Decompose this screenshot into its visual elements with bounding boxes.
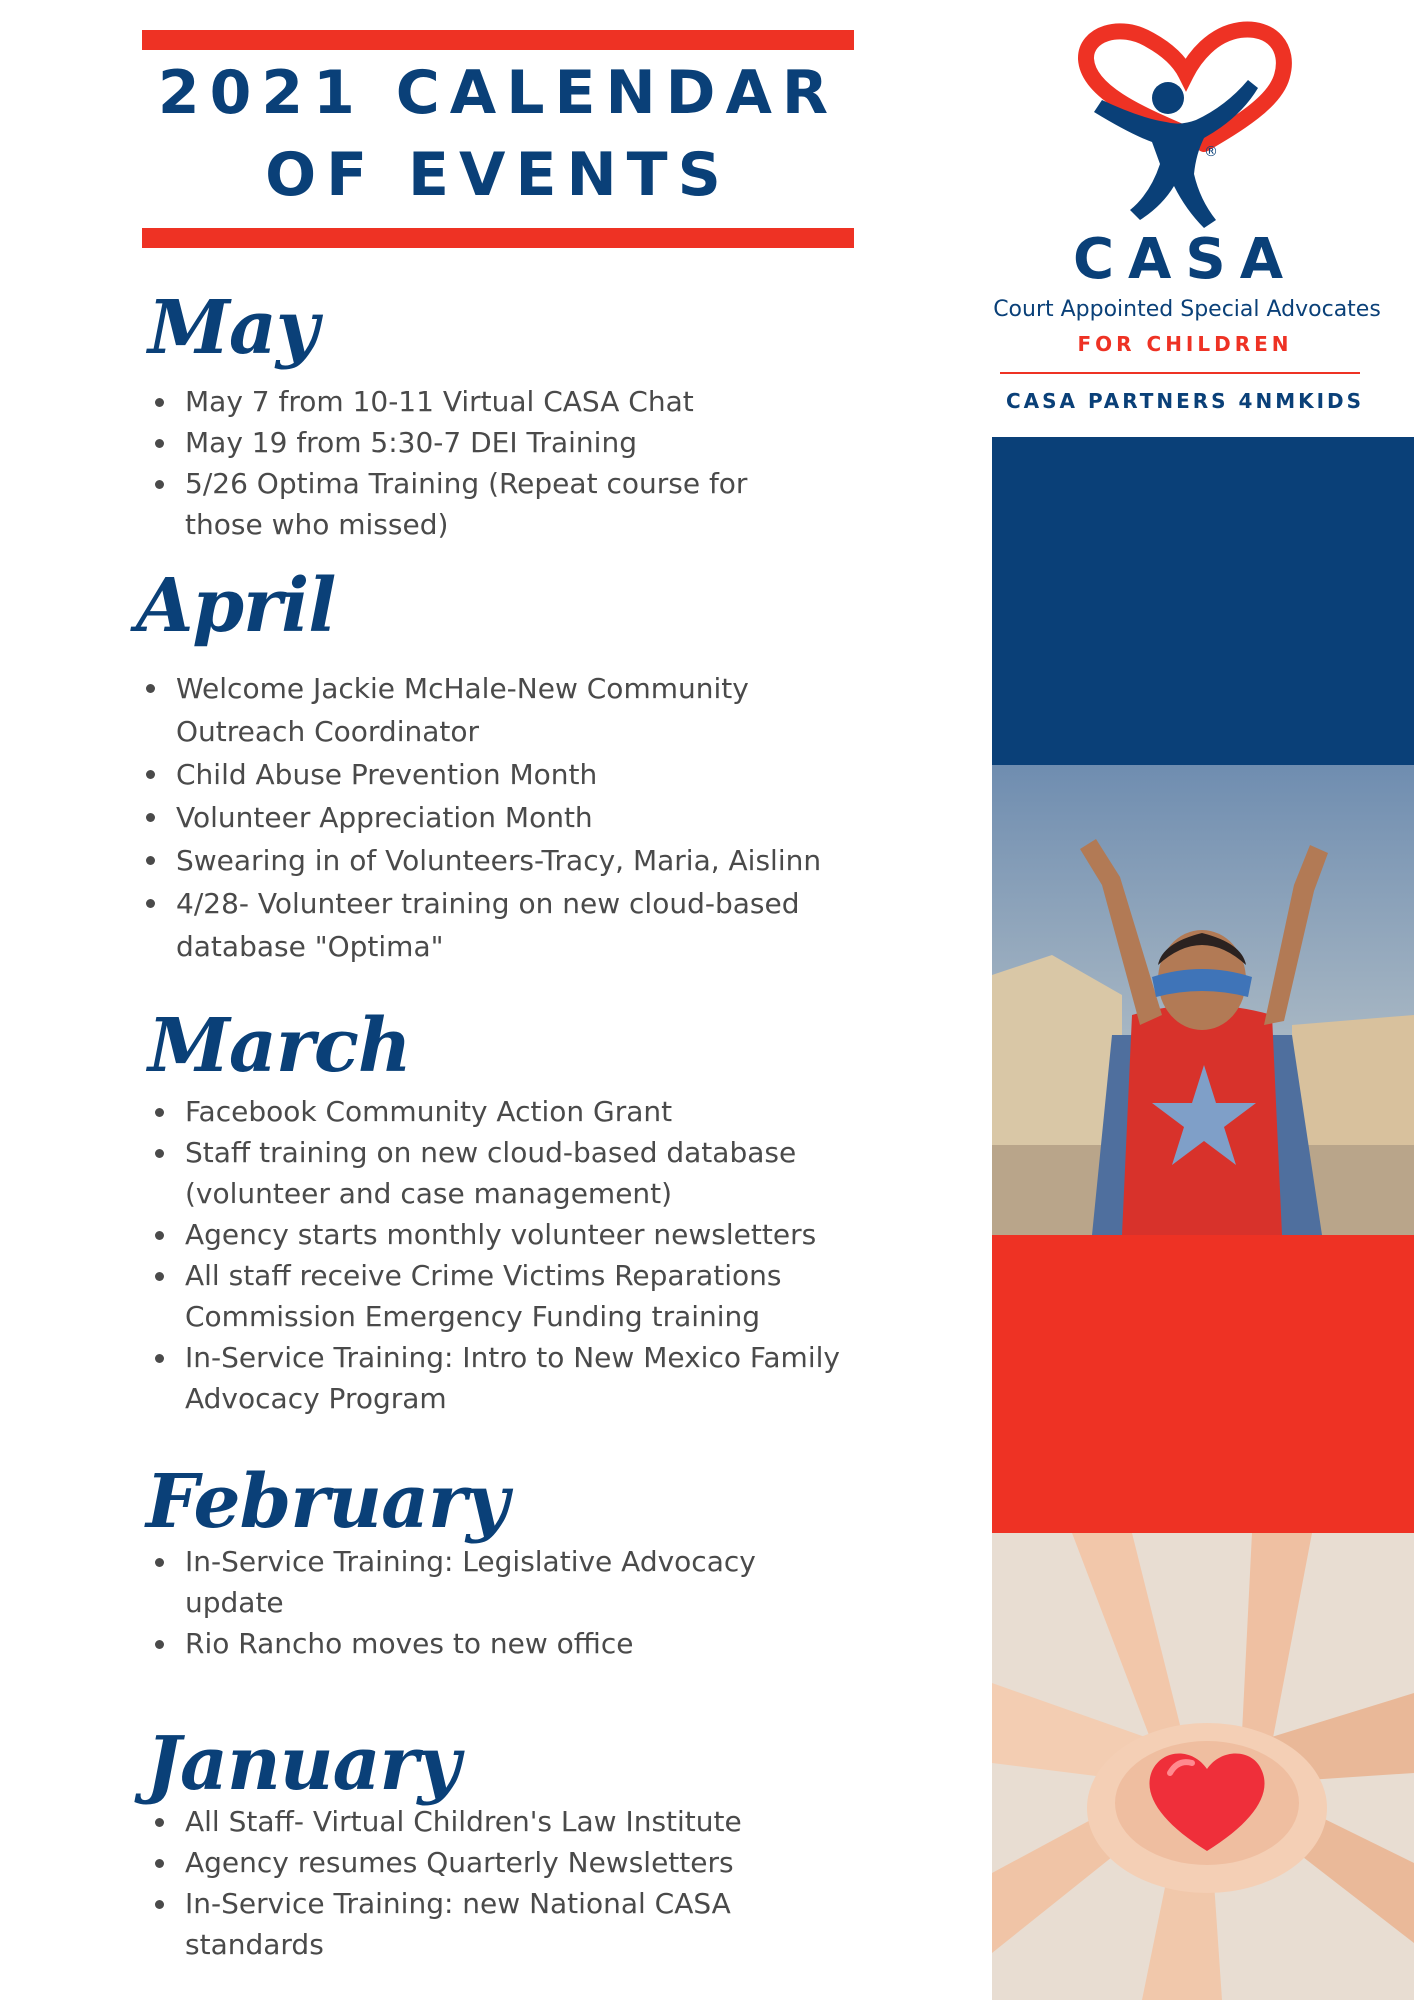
page-title [142,52,854,216]
event-list-may [185,381,805,545]
event-item: Volunteer Appreciation Month [176,796,826,839]
registered-mark: ® [1204,144,1218,160]
event-item: Facebook Community Action Grant [185,1091,885,1132]
event-list-february [185,1541,805,1664]
event-item: In-Service Training: new National CASA standards [185,1883,805,1965]
logo-for-children: FOR CHILDREN [1077,332,1293,356]
event-item: Rio Rancho moves to new office [185,1623,805,1664]
event-item: In-Service Training: Legislative Advocacy update [185,1541,805,1623]
title-block [142,30,854,250]
month-heading-april: April [136,563,336,649]
month-heading-may: May [148,285,318,371]
event-item: Staff training on new cloud-based database (volunteer and case management) [185,1132,885,1214]
red-color-block [992,1235,1414,1533]
logo-full-name: Court Appointed Special Advocates [993,297,1381,322]
event-item: All Staff- Virtual Children's Law Institute [185,1801,805,1842]
event-list-march [185,1091,885,1419]
event-item: May 19 from 5:30-7 DEI Training [185,422,805,463]
title-bottom-rule [142,228,854,248]
logo-partners-tagline: CASA PARTNERS 4NMKIDS [1005,389,1365,413]
event-list-april [176,667,826,968]
event-item: Child Abuse Prevention Month [176,753,826,796]
event-item: All staff receive Crime Victims Reparations Commission Emergency Funding training [185,1255,885,1337]
title-top-rule [142,30,854,50]
title-line-2: OF EVENTS [265,140,731,210]
blue-color-block [992,437,1414,765]
superhero-child-photo [992,765,1414,1235]
event-item: Welcome Jackie McHale-New Community Outreach Coordinator [176,667,826,753]
casa-heart-logo-icon [990,14,1390,434]
logo-wordmark: CASA [1072,227,1298,292]
event-item: Swearing in of Volunteers-Tracy, Maria, Aislinn [176,839,826,882]
logo-divider [1000,372,1360,374]
event-list-january [185,1801,805,1965]
month-heading-february: February [146,1459,509,1545]
hands-holding-heart-photo [992,1533,1414,2000]
event-item: Agency starts monthly volunteer newsletters [185,1214,885,1255]
title-line-1: 2021 CALENDAR [157,58,839,128]
event-item: Agency resumes Quarterly Newsletters [185,1842,805,1883]
event-item: 5/26 Optima Training (Repeat course for those who missed) [185,463,805,545]
month-heading-march: March [148,1003,411,1089]
event-item: 4/28- Volunteer training on new cloud-based database "Optima" [176,882,826,968]
event-item: May 7 from 10-11 Virtual CASA Chat [185,381,805,422]
event-item: In-Service Training: Intro to New Mexico Family Advocacy Program [185,1337,885,1419]
month-heading-january: January [146,1721,460,1807]
